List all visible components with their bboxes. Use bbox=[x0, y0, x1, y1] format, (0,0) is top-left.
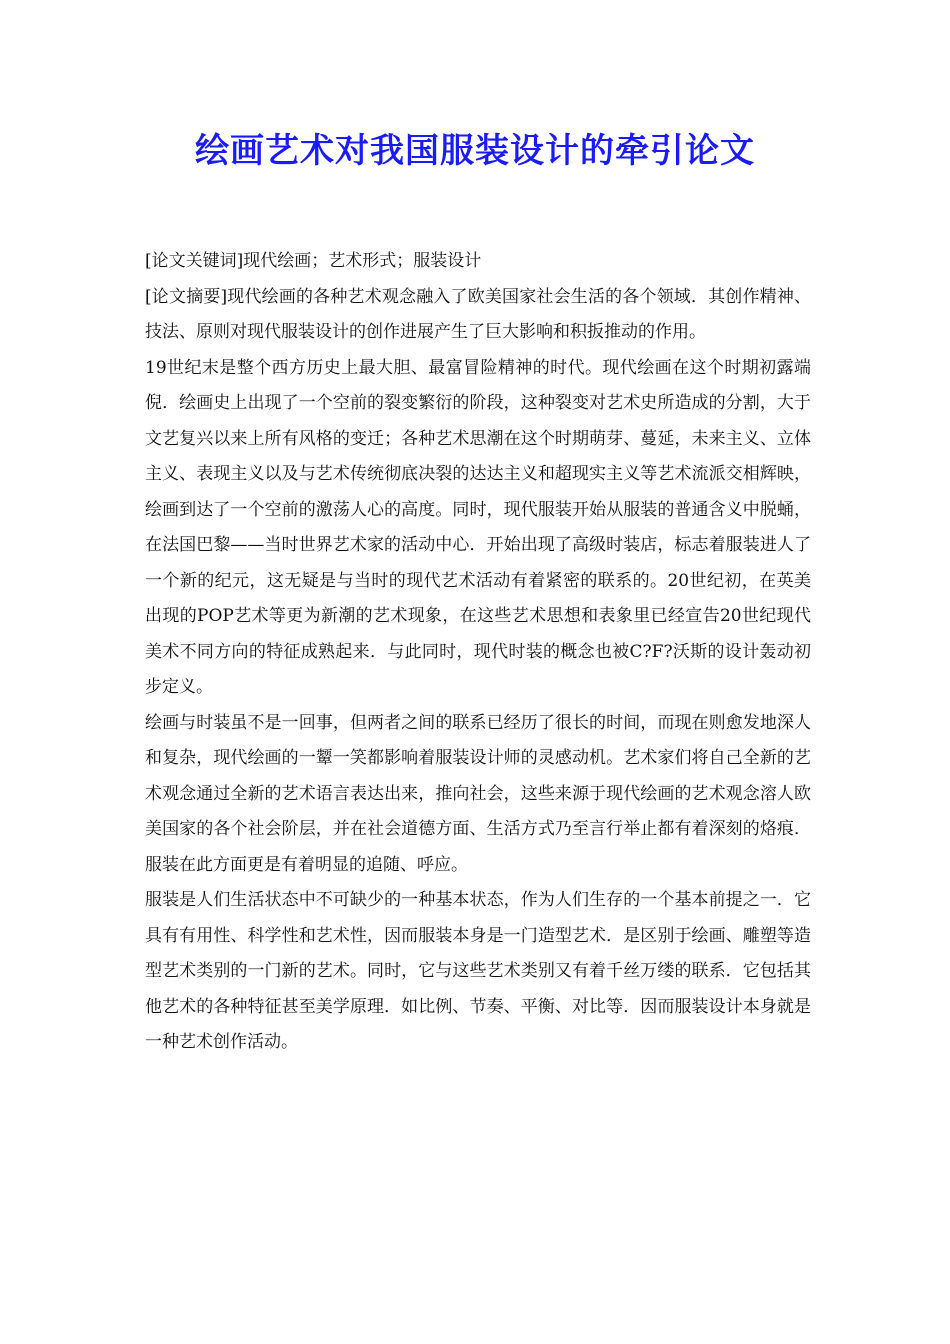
body-paragraph-3: 服装是人们生活状态中不可缺少的一种基本状态，作为人们生存的一个基本前提之一．它具有有用性、科学性和艺术性，因而服装本身是一门造型艺术．是区别于绘画、雕塑等造型艺术类别的一门新的艺术。同时，它与这些艺术类别又有着千丝万缕的联系．它包括其他艺术的各种特征甚至美学原理．如比例、节奏、平衡、对比等．因而服装设计本身就是一种艺术创作活动。 bbox=[145, 890, 811, 1052]
document-title: 绘画艺术对我国服装设计的牵引论文 bbox=[195, 131, 755, 171]
body-paragraph-2: 绘画与时装虽不是一回事，但两者之间的联系已经历了很长的时间，而现在则愈发地深人和复杂，现代绘画的一颦一笑都影响着服装设计师的灵感动机。艺术家们将自己全新的艺术观念通过全新的艺术语言表达出来，推向社会，这些来源于现代绘画的艺术观念溶人欧美国家的各个社会阶层，并在社会道德方面、生活方式乃至言行举止都有着深刻的烙痕．服装在此方面更是有着明显的追随、呼应。 bbox=[145, 712, 811, 875]
abstract-paragraph: [论文摘要]现代绘画的各种艺术观念融入了欧美国家社会生活的各个领域．其创作精神、技法、原则对现代服装设计的创作进展产生了巨大影响和积扳推动的作用。 bbox=[145, 286, 811, 342]
document-body bbox=[145, 244, 811, 1061]
body-paragraph-1: 19世纪末是整个西方历史上最大胆、最富冒险精神的时代。现代绘画在这个时期初露端倪．绘画史上出现了一个空前的裂变繁衍的阶段，这种裂变对艺术史所造成的分割，大于文艺复兴以来上所有风格的变迁；各种艺术思潮在这个时期萌芽、蔓延，未来主义、立体主义、表现主义以及与艺术传统彻底决裂的达达主义和超现实主义等艺术流派交相辉映，绘画到达了一个空前的激荡人心的高度。同时，现代服装开始从服装的普通含义中脱蛹，在法国巴黎——当时世界艺术家的活动中心．开始出现了高级时装店，标志着服装进人了一个新的纪元，这无疑是与当时的现代艺术活动有着紧密的联系的。20世纪初，在英美出现的POP艺术等更为新潮的艺术现象，在这些艺术思想和表象里已经宣告20世纪现代美术不同方向的特征成熟起来．与此同时，现代时装的概念也被C?F?沃斯的设计轰动初步定义。 bbox=[145, 357, 811, 697]
keywords-line: [论文关键词]现代绘画；艺术形式；服装设计 bbox=[145, 251, 482, 271]
